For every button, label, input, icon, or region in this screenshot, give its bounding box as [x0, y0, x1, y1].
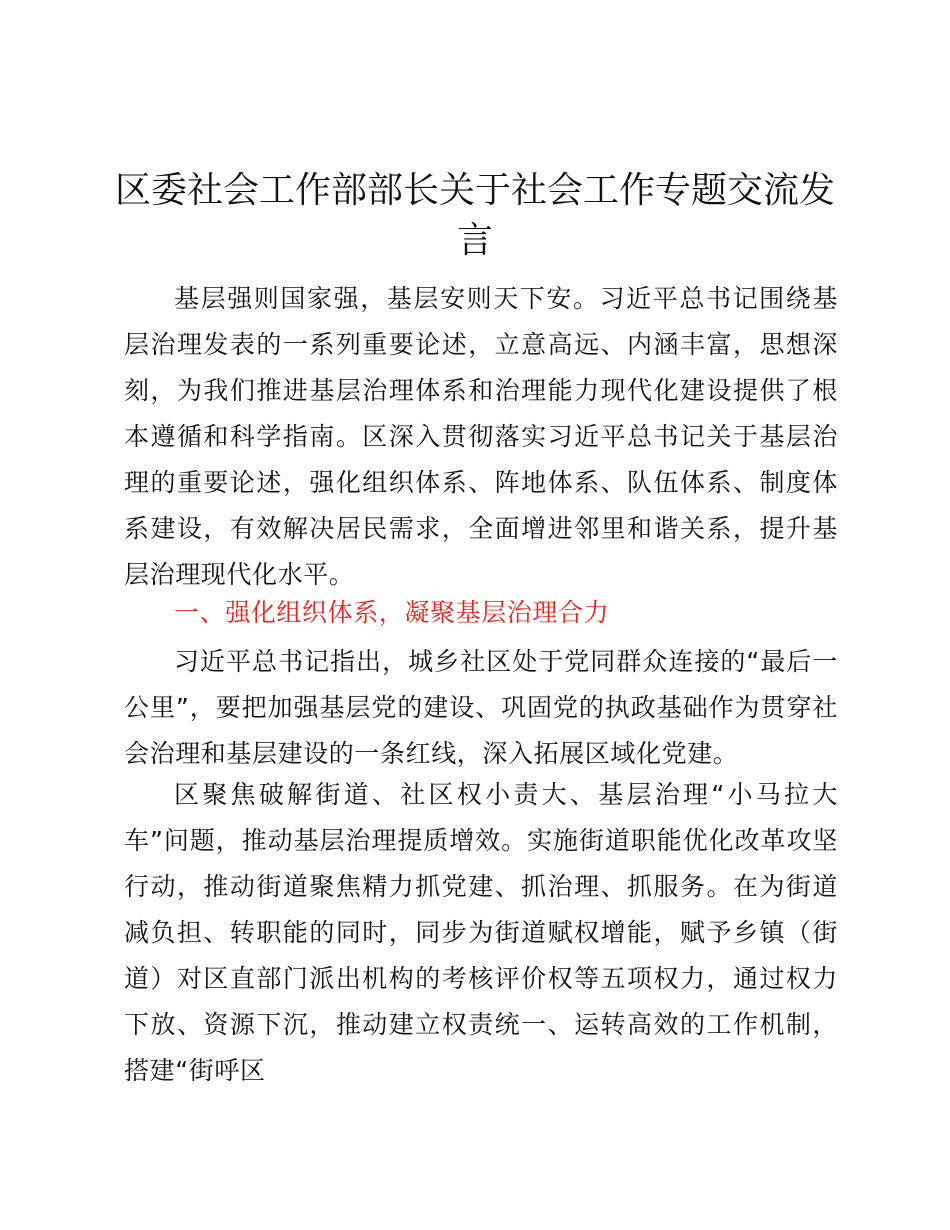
section-heading: 一、强化组织体系，凝聚基层治理合力	[174, 598, 610, 627]
body-paragraph: 区聚焦破解街道、社区权小责大、基层治理“小马拉大车”问题，推动基层治理提质增效。实施街道职能优化改革攻坚行动，推动街道聚焦精力抓党建、抓治理、抓服务。在为街道减负担、转职能的同时，同步为街道赋权增能，赋予乡镇（街道）对区直部门派出机构的考核评价权等五项权力，通过权力下放、资源下沉，推动建立权责统一、运转高效的工作机制，搭建“街呼区	[124, 780, 838, 1085]
page-title: 区委社会工作部部长关于社会工作专题交流发言	[114, 170, 835, 261]
intro-paragraph: 基层强则国家强，基层安则天下安。习近平总书记围绕基层治理发表的一系列重要论述，立意高远、内涵丰富，思想深刻，为我们推进基层治理体系和治理能力现代化建设提供了根本遵循和科学指南。区深入贯彻落实习近平总书记关于基层治理的重要论述，强化组织体系、阵地体系、队伍体系、制度体系建设，有效解决居民需求，全面增进邻里和谐关系，提升基层治理现代化水平。	[124, 284, 838, 589]
body-paragraph: 习近平总书记指出，城乡社区处于党同群众连接的“最后一公里”，要把加强基层党的建设、巩固党的执政基础作为贯穿社会治理和基层建设的一条红线，深入拓展区域化党建。	[124, 647, 838, 768]
